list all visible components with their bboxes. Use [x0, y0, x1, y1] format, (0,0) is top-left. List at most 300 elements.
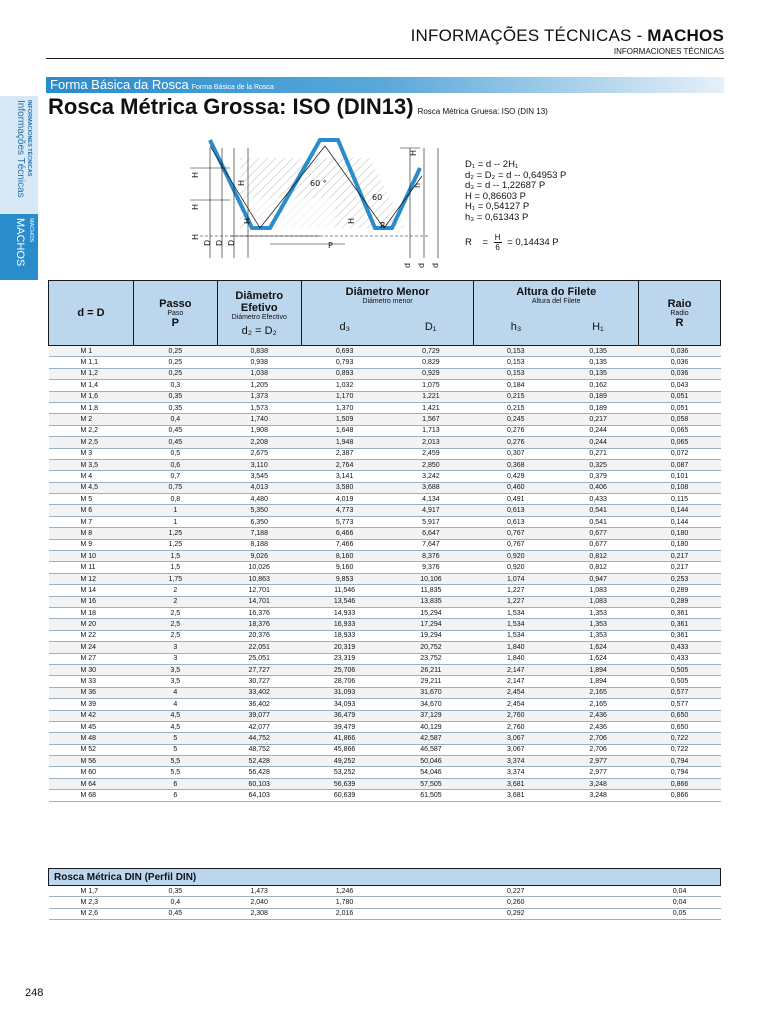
table-cell: 46,587: [388, 744, 474, 755]
diagram-label-H-bot: H: [191, 233, 200, 240]
table-cell: 0,35: [133, 391, 217, 402]
table-row: [49, 539, 721, 550]
table-cell: 0,35: [133, 402, 217, 413]
col-header-passo-label: Passo: [159, 297, 192, 310]
table-cell: M 45: [49, 721, 134, 732]
table-cell: 0,379: [558, 471, 639, 482]
col-header-diam-efet: [217, 281, 301, 346]
table-cell: 50,046: [388, 756, 474, 767]
table-cell: 53,252: [301, 767, 388, 778]
din-table-header: [49, 869, 721, 886]
formula-rhs: = 0,61343 P: [476, 211, 529, 223]
table-cell: 11,835: [388, 585, 474, 596]
table-cell: 0,361: [639, 630, 721, 641]
table-cell: 0,04: [639, 886, 721, 897]
table-cell: 1: [133, 505, 217, 516]
table-cell: M 2,3: [49, 897, 134, 908]
table-cell: 0,153: [474, 346, 558, 357]
table-cell: 0,051: [639, 402, 721, 413]
col-header-H1: H₁: [558, 310, 639, 346]
table-cell: 33,402: [217, 687, 301, 698]
table-cell: 54,046: [388, 767, 474, 778]
table-cell: 0,460: [474, 482, 558, 493]
table-row: [49, 744, 721, 755]
table-cell: 0,577: [639, 687, 721, 698]
table-cell: 22,051: [217, 642, 301, 653]
diagram-label-H8: H: [409, 149, 418, 156]
table-cell: 8,160: [301, 551, 388, 562]
table-cell: 2: [133, 585, 217, 596]
table-cell: M 20: [49, 619, 134, 630]
diagram-label-d2: d: [417, 262, 426, 268]
formula-r-num: H: [494, 232, 501, 242]
table-cell: 0,794: [639, 767, 721, 778]
table-cell: M 11: [49, 562, 134, 573]
formula-rhs: = d -- 2H₁: [477, 159, 519, 170]
table-cell: M 30: [49, 664, 134, 675]
table-cell: 2,977: [558, 756, 639, 767]
table-cell: 64,103: [217, 790, 301, 801]
table-row: [49, 676, 721, 687]
table-cell: 23,319: [301, 653, 388, 664]
table-cell: M 3: [49, 448, 134, 459]
table-cell: 2,5: [133, 619, 217, 630]
table-cell: M 39: [49, 699, 134, 710]
table-cell: 3,681: [474, 790, 558, 801]
table-cell: 60,103: [217, 778, 301, 789]
table-cell: 4: [133, 687, 217, 698]
table-cell: 1,246: [301, 886, 388, 897]
table-cell: 8,376: [388, 551, 474, 562]
table-cell: 0,184: [474, 380, 558, 391]
diagram-label-D: D: [203, 239, 212, 246]
table-cell: 9,853: [301, 573, 388, 584]
table-cell: 1,648: [301, 425, 388, 436]
table-cell: 10,863: [217, 573, 301, 584]
col-header-diam-efet-es: Diámetro Efectivo: [231, 313, 287, 321]
table-cell: M 10: [49, 551, 134, 562]
table-cell: 25,051: [217, 653, 301, 664]
table-cell: 0,072: [639, 448, 721, 459]
table-cell: 10,026: [217, 562, 301, 573]
table-cell: 0,361: [639, 619, 721, 630]
table-row: [49, 908, 721, 919]
table-cell: 0,35: [133, 886, 217, 897]
side-tab-info-large: Informações Técnicas: [15, 100, 26, 198]
table-cell: 4,480: [217, 494, 301, 505]
table-cell: 3,688: [388, 482, 474, 493]
table-cell: M 4: [49, 471, 134, 482]
formula-list: [465, 160, 566, 252]
table-cell: M 1,7: [49, 886, 134, 897]
table-cell: 16,376: [217, 607, 301, 618]
table-cell: 2,850: [388, 459, 474, 470]
diagram-label-D1: D: [227, 239, 236, 246]
table-cell: 0,153: [474, 357, 558, 368]
table-cell: M 1,1: [49, 357, 134, 368]
din-profile-table: [48, 868, 721, 920]
table-cell: 0,058: [639, 414, 721, 425]
table-cell: 2,208: [217, 437, 301, 448]
table-cell: 0,217: [639, 562, 721, 573]
table-cell: 34,670: [388, 699, 474, 710]
table-cell: 6,350: [217, 516, 301, 527]
table-cell: 1,840: [474, 653, 558, 664]
table-cell: 2,5: [133, 630, 217, 641]
section-title: Forma Básica da Rosca: [50, 77, 189, 92]
table-cell: 0,793: [301, 357, 388, 368]
table-cell: 1,713: [388, 425, 474, 436]
table-row: [49, 402, 721, 413]
table-cell: 36,479: [301, 710, 388, 721]
table-cell: 20,376: [217, 630, 301, 641]
table-cell: 23,752: [388, 653, 474, 664]
diagram-label-h3: h: [413, 182, 422, 188]
table-cell: 44,752: [217, 733, 301, 744]
din-table-title: Rosca Métrica DIN (Perfil DIN): [49, 869, 721, 886]
table-row: [49, 756, 721, 767]
table-cell: 1,908: [217, 425, 301, 436]
diagram-label-H6: H: [347, 217, 356, 224]
table-cell: 4,5: [133, 710, 217, 721]
table-cell: 1,170: [301, 391, 388, 402]
table-cell: 45,866: [301, 744, 388, 755]
table-cell: 0,6: [133, 459, 217, 470]
table-cell: 27,727: [217, 664, 301, 675]
table-cell: 28,706: [301, 676, 388, 687]
table-cell: 7,647: [388, 539, 474, 550]
table-cell: 61,505: [388, 790, 474, 801]
table-row: [49, 528, 721, 539]
table-cell: 1,038: [217, 368, 301, 379]
col-header-passo-es: Paso: [167, 309, 184, 317]
table-row: [49, 607, 721, 618]
table-row: [49, 653, 721, 664]
table-cell: 1,5: [133, 551, 217, 562]
table-cell: 0,25: [133, 346, 217, 357]
diagram-angle-label: 60 °: [310, 179, 327, 188]
formula-row: [465, 213, 566, 224]
header-rule: [46, 58, 724, 59]
formula-rhs: = 0,54127 P: [477, 201, 530, 213]
table-row: [49, 425, 721, 436]
table-cell: M 6: [49, 505, 134, 516]
table-cell: 0,829: [388, 357, 474, 368]
col-header-d3: d₃: [301, 310, 388, 346]
table-cell: 0,153: [474, 368, 558, 379]
table-cell: 0,929: [388, 368, 474, 379]
table-cell: 2,308: [217, 908, 301, 919]
table-cell: 34,093: [301, 699, 388, 710]
table-cell: M 5: [49, 494, 134, 505]
table-cell: 0,162: [558, 380, 639, 391]
table-cell: 1,5: [133, 562, 217, 573]
table-cell: 1,083: [558, 596, 639, 607]
table-cell: 1,205: [217, 380, 301, 391]
table-row: [49, 585, 721, 596]
table-cell: 0,722: [639, 744, 721, 755]
section-bar: [46, 77, 724, 93]
table-cell: 0,244: [558, 425, 639, 436]
table-cell: 2,454: [474, 699, 558, 710]
table-cell: 41,866: [301, 733, 388, 744]
table-cell: 42,587: [388, 733, 474, 744]
table-cell: 0,135: [558, 368, 639, 379]
formula-rhs: = d -- 1,22687 P: [476, 180, 546, 192]
table-cell: M 68: [49, 790, 134, 801]
table-cell: 0,4: [133, 414, 217, 425]
table-cell: M 42: [49, 710, 134, 721]
header-subtitle: INFORMACIONES TÉCNICAS: [613, 47, 724, 56]
table-cell: 0,722: [639, 733, 721, 744]
table-row: [49, 482, 721, 493]
table-cell: 0,051: [639, 391, 721, 402]
table-row: [49, 505, 721, 516]
table-row: [49, 699, 721, 710]
table-cell: M 7: [49, 516, 134, 527]
table-cell: 6,647: [388, 528, 474, 539]
table-cell: 0,866: [639, 790, 721, 801]
table-cell: 48,752: [217, 744, 301, 755]
table-cell: 2,040: [217, 897, 301, 908]
table-cell: 0,541: [558, 516, 639, 527]
formula-row-r: [465, 233, 566, 252]
table-row: [49, 391, 721, 402]
table-cell: 0,433: [639, 653, 721, 664]
table-cell: 1,948: [301, 437, 388, 448]
table-cell: 0,253: [639, 573, 721, 584]
table-cell: 4,134: [388, 494, 474, 505]
table-cell: 0,289: [639, 585, 721, 596]
table-cell: 3: [133, 642, 217, 653]
table-cell: 5,5: [133, 756, 217, 767]
table-cell: 2,764: [301, 459, 388, 470]
table-row: [49, 886, 721, 897]
table-cell: M 22: [49, 630, 134, 641]
col-header-passo-sym: P: [171, 316, 179, 329]
formula-lhs: D₁: [465, 159, 476, 170]
table-cell: 0,180: [639, 528, 721, 539]
table-header-row: [49, 281, 721, 310]
table-cell: 0,101: [639, 471, 721, 482]
table-cell: 29,211: [388, 676, 474, 687]
table-row: [49, 767, 721, 778]
table-cell: 3,545: [217, 471, 301, 482]
table-cell: 2,706: [558, 733, 639, 744]
header-title: [411, 26, 724, 46]
diagram-label-D2: D: [215, 239, 224, 246]
table-cell: 5: [133, 744, 217, 755]
table-cell: 5,350: [217, 505, 301, 516]
table-cell: 1,227: [474, 596, 558, 607]
table-cell: 11,546: [301, 585, 388, 596]
thread-profile-diagram: [170, 128, 460, 278]
table-cell: M 2,2: [49, 425, 134, 436]
table-cell: 0,838: [217, 346, 301, 357]
table-cell: 0,866: [639, 778, 721, 789]
table-cell: M 16: [49, 596, 134, 607]
table-cell: 1,567: [388, 414, 474, 425]
table-cell: 14,933: [301, 607, 388, 618]
table-cell: 0,613: [474, 505, 558, 516]
table-row: [49, 642, 721, 653]
table-cell: 0,947: [558, 573, 639, 584]
table-cell: 0,75: [133, 482, 217, 493]
table-cell: 0,45: [133, 437, 217, 448]
table-cell: 5,917: [388, 516, 474, 527]
table-cell: [388, 908, 474, 919]
table-body: [49, 346, 721, 802]
table-cell: M 12: [49, 573, 134, 584]
table-cell: 0,25: [133, 357, 217, 368]
col-header-D1: D₁: [388, 310, 474, 346]
table-cell: 0,25: [133, 368, 217, 379]
table-cell: 0,289: [639, 596, 721, 607]
table-cell: 1,894: [558, 664, 639, 675]
col-header-d-label: d = D: [77, 307, 105, 319]
thread-data-table: [48, 280, 721, 802]
table-cell: 1,894: [558, 676, 639, 687]
table-cell: 0,271: [558, 448, 639, 459]
table-cell: 1: [133, 516, 217, 527]
table-cell: M 1,4: [49, 380, 134, 391]
table-cell: 0,577: [639, 699, 721, 710]
table-cell: 5: [133, 733, 217, 744]
table-cell: 2,760: [474, 710, 558, 721]
table-cell: 9,376: [388, 562, 474, 573]
table-cell: 0,245: [474, 414, 558, 425]
table-cell: 2,760: [474, 721, 558, 732]
table-cell: M 1,8: [49, 402, 134, 413]
table-cell: 0,276: [474, 425, 558, 436]
table-cell: 3,681: [474, 778, 558, 789]
diagram-label-d3: d: [403, 262, 412, 268]
col-header-altura: [474, 281, 639, 310]
table-cell: 0,05: [639, 908, 721, 919]
table-cell: M 24: [49, 642, 134, 653]
table-cell: 2,387: [301, 448, 388, 459]
table-cell: 3,580: [301, 482, 388, 493]
table-cell: M 1,6: [49, 391, 134, 402]
table-cell: 0,368: [474, 459, 558, 470]
table-cell: 2: [133, 596, 217, 607]
side-tab-machos-large: MACHOS: [14, 218, 26, 267]
table-row: [49, 687, 721, 698]
table-cell: 0,406: [558, 482, 639, 493]
table-cell: 0,04: [639, 897, 721, 908]
table-cell: 0,429: [474, 471, 558, 482]
table-cell: 2,706: [558, 744, 639, 755]
table-cell: M 56: [49, 756, 134, 767]
table-cell: [558, 897, 639, 908]
table-cell: 2,436: [558, 721, 639, 732]
table-cell: [388, 886, 474, 897]
table-cell: M 2,6: [49, 908, 134, 919]
table-cell: 0,613: [474, 516, 558, 527]
table-cell: 0,115: [639, 494, 721, 505]
table-cell: 42,077: [217, 721, 301, 732]
header-title-bold: MACHOS: [647, 26, 724, 45]
table-cell: 1,740: [217, 414, 301, 425]
table-cell: 39,479: [301, 721, 388, 732]
table-cell: 4: [133, 699, 217, 710]
formula-r-eq: =: [482, 236, 489, 248]
table-cell: 3,067: [474, 744, 558, 755]
table-cell: 0,45: [133, 425, 217, 436]
table-cell: 14,701: [217, 596, 301, 607]
table-cell: 0,8: [133, 494, 217, 505]
table-cell: 3,5: [133, 676, 217, 687]
table-cell: 0,45: [133, 908, 217, 919]
table-cell: M 14: [49, 585, 134, 596]
table-cell: 60,639: [301, 790, 388, 801]
table-cell: 0,920: [474, 551, 558, 562]
page-title-sub: Rosca Métrica Gruesa: ISO (DIN 13): [417, 107, 548, 116]
table-cell: 1,534: [474, 607, 558, 618]
table-cell: 1,25: [133, 539, 217, 550]
col-header-diam-menor-es: Diámetro menor: [362, 297, 413, 305]
table-cell: 18,376: [217, 619, 301, 630]
table-cell: 16,933: [301, 619, 388, 630]
table-cell: 1,074: [474, 573, 558, 584]
table-cell: 4,917: [388, 505, 474, 516]
table-cell: M 18: [49, 607, 134, 618]
table-cell: 0,227: [474, 886, 558, 897]
col-header-diam-efet-label: Diâmetro Efetivo: [235, 289, 284, 314]
col-header-raio-label: Raio: [667, 297, 692, 310]
page-title-main: Rosca Métrica Grossa: ISO (DIN13): [48, 94, 414, 119]
table-cell: 1,624: [558, 653, 639, 664]
table-cell: M 1,2: [49, 368, 134, 379]
table-cell: 2,013: [388, 437, 474, 448]
table-cell: 6: [133, 778, 217, 789]
table-cell: 0,189: [558, 391, 639, 402]
table-cell: 0,541: [558, 505, 639, 516]
formula-r-den: 6: [495, 242, 500, 252]
side-tab-info: [0, 96, 38, 214]
table-cell: M 8: [49, 528, 134, 539]
table-cell: 0,893: [301, 368, 388, 379]
table-cell: 13,835: [388, 596, 474, 607]
table-cell: 31,670: [388, 687, 474, 698]
table-cell: 1,075: [388, 380, 474, 391]
table-cell: 2,5: [133, 607, 217, 618]
formula-rhs: = 0,86603 P: [474, 190, 527, 202]
table-cell: 3,242: [388, 471, 474, 482]
col-header-h3: h₃: [474, 310, 558, 346]
table-cell: 7,466: [301, 539, 388, 550]
formula-lhs: H: [465, 190, 472, 202]
table-cell: 0,244: [558, 437, 639, 448]
table-cell: 0,087: [639, 459, 721, 470]
col-header-altura-es: Altura del Filete: [531, 297, 581, 305]
page-title: [48, 94, 548, 120]
table-cell: 3: [133, 653, 217, 664]
table-cell: 1,227: [474, 585, 558, 596]
table-row: [49, 778, 721, 789]
table-row: [49, 346, 721, 357]
table-cell: 1,353: [558, 619, 639, 630]
table-cell: 20,319: [301, 642, 388, 653]
table-cell: 49,252: [301, 756, 388, 767]
table-cell: M 60: [49, 767, 134, 778]
table-cell: 3,374: [474, 767, 558, 778]
table-cell: 0,307: [474, 448, 558, 459]
diagram-label-H-top: H: [191, 171, 200, 178]
table-cell: 25,706: [301, 664, 388, 675]
table-cell: 0,217: [558, 414, 639, 425]
table-cell: 0,135: [558, 357, 639, 368]
